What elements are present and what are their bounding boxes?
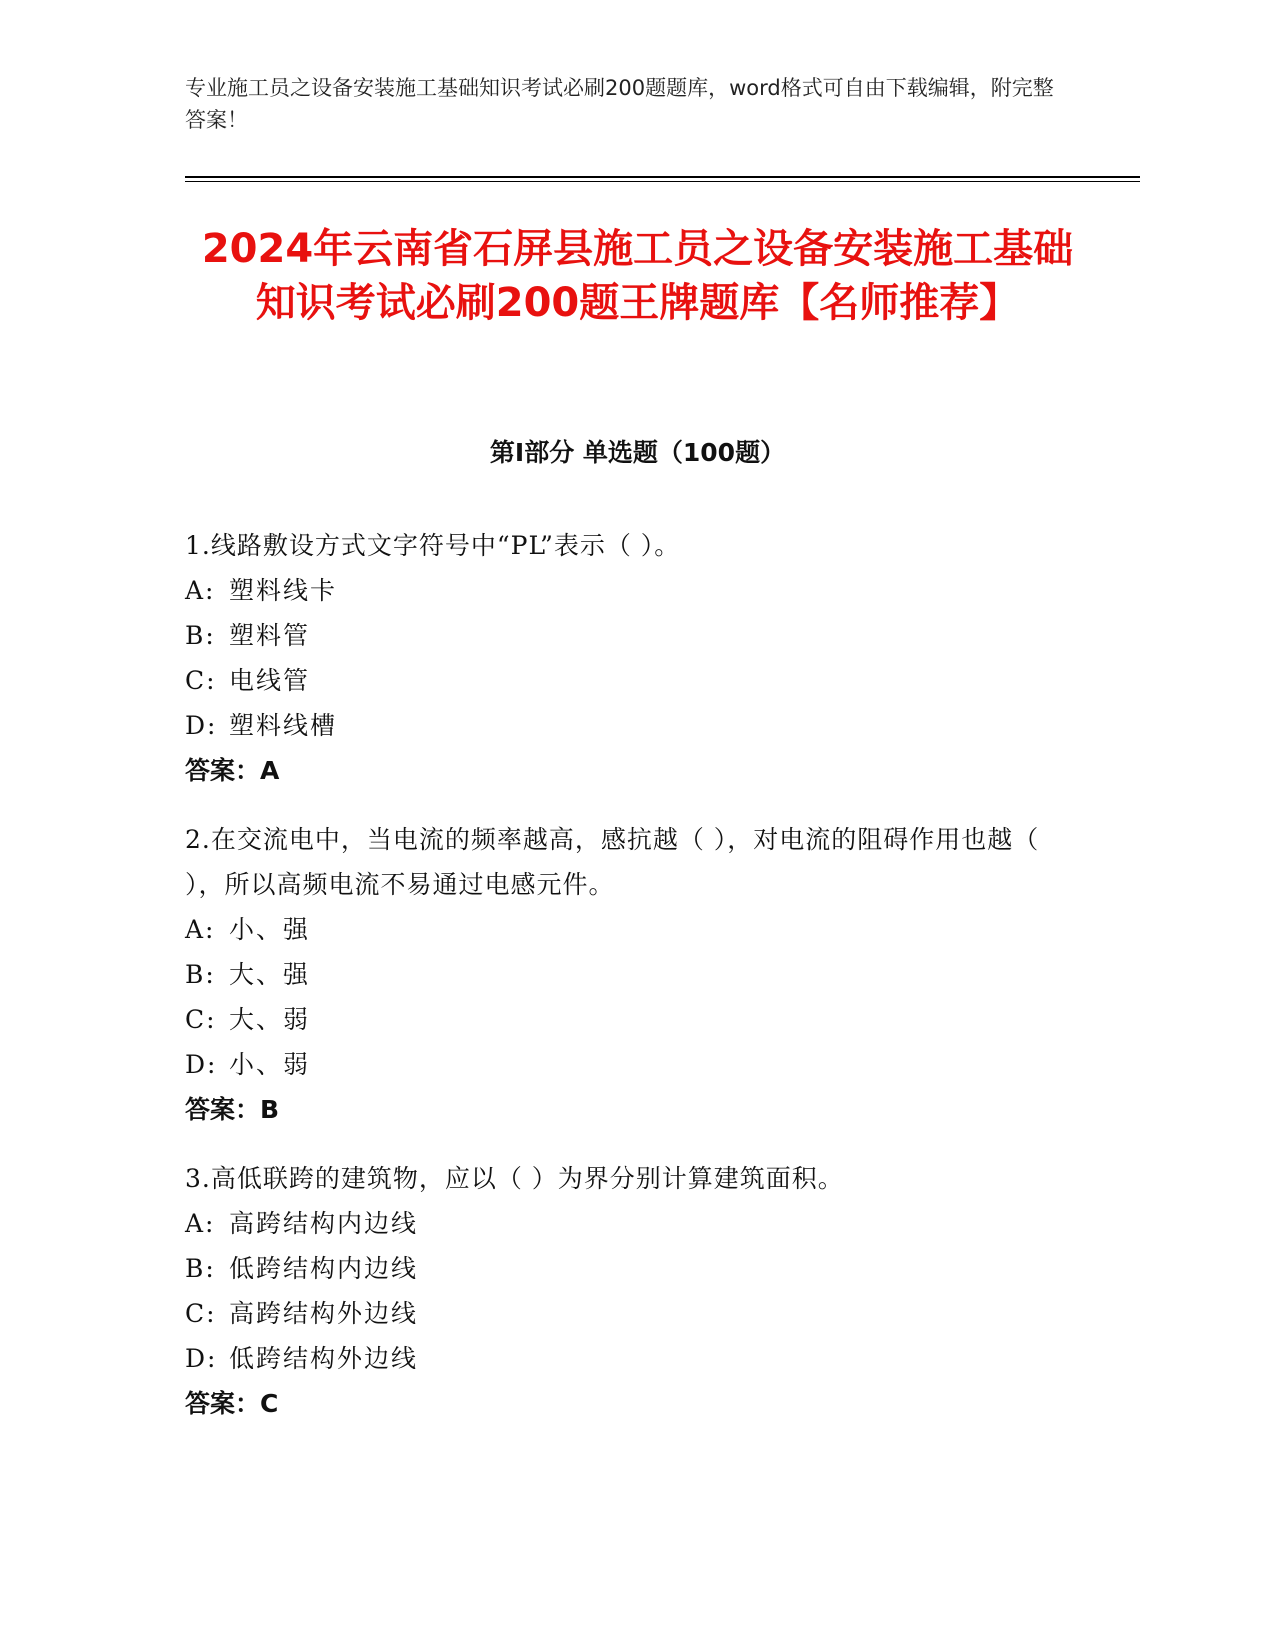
option-text: 高跨结构外边线 — [229, 1299, 419, 1328]
option-key: C: — [185, 1299, 217, 1328]
option-key: C: — [185, 1005, 217, 1034]
question-stem: 1.线路敷设方式文字符号中“PL”表示（ ）。 — [185, 531, 681, 560]
header-note: 专业施工员之设备安装施工基础知识考试必刷200题题库，word格式可自由下载编辑，附完整答案！ — [185, 76, 1054, 132]
option-b — [185, 613, 1065, 658]
option-text: 低跨结构外边线 — [229, 1344, 419, 1373]
option-text: 小、弱 — [229, 1050, 311, 1079]
option-a — [185, 907, 1065, 952]
option-d — [185, 1336, 1065, 1381]
option-text: 高跨结构内边线 — [229, 1209, 419, 1238]
option-text: 小、强 — [229, 915, 311, 944]
option-key: A: — [185, 576, 216, 605]
option-a — [185, 568, 1065, 613]
option-b — [185, 952, 1065, 997]
option-key: D: — [185, 711, 218, 740]
option-text: 塑料管 — [229, 621, 311, 650]
option-key: B: — [185, 621, 216, 650]
option-key: A: — [185, 915, 216, 944]
option-key: B: — [185, 960, 216, 989]
question-stem: 3.高低联跨的建筑物，应以（ ）为界分别计算建筑面积。 — [185, 1164, 844, 1193]
question-list — [185, 523, 1065, 1450]
header-divider-thick — [185, 176, 1140, 178]
option-text: 电线管 — [229, 666, 311, 695]
option-b — [185, 1246, 1065, 1291]
option-text: 塑料线卡 — [229, 576, 338, 605]
option-d — [185, 703, 1065, 748]
answer-line: 答案：A — [185, 756, 280, 785]
option-c — [185, 1291, 1065, 1336]
option-c — [185, 658, 1065, 703]
option-d — [185, 1042, 1065, 1087]
document-title: 2024年云南省石屏县施工员之设备安装施工基础知识考试必刷200题王牌题库【名师推荐】 — [201, 226, 1074, 326]
question-2 — [185, 817, 1065, 1132]
option-a — [185, 1201, 1065, 1246]
question-3 — [185, 1156, 1065, 1426]
option-text: 低跨结构内边线 — [229, 1254, 419, 1283]
header-divider-thin — [185, 181, 1140, 182]
answer-line: 答案：C — [185, 1389, 279, 1418]
option-c — [185, 997, 1065, 1042]
option-key: A: — [185, 1209, 216, 1238]
question-stem: 2.在交流电中，当电流的频率越高，感抗越（ ），对电流的阻碍作用也越（ ），所以高频电流不易通过电感元件。 — [185, 825, 1040, 899]
option-key: D: — [185, 1344, 218, 1373]
option-text: 塑料线槽 — [229, 711, 338, 740]
section-heading: 第Ⅰ部分 单选题（100题） — [489, 438, 786, 467]
option-text: 大、强 — [229, 960, 311, 989]
option-key: C: — [185, 666, 217, 695]
option-key: B: — [185, 1254, 216, 1283]
option-text: 大、弱 — [229, 1005, 311, 1034]
question-1 — [185, 523, 1065, 793]
option-key: D: — [185, 1050, 218, 1079]
answer-line: 答案：B — [185, 1095, 280, 1124]
